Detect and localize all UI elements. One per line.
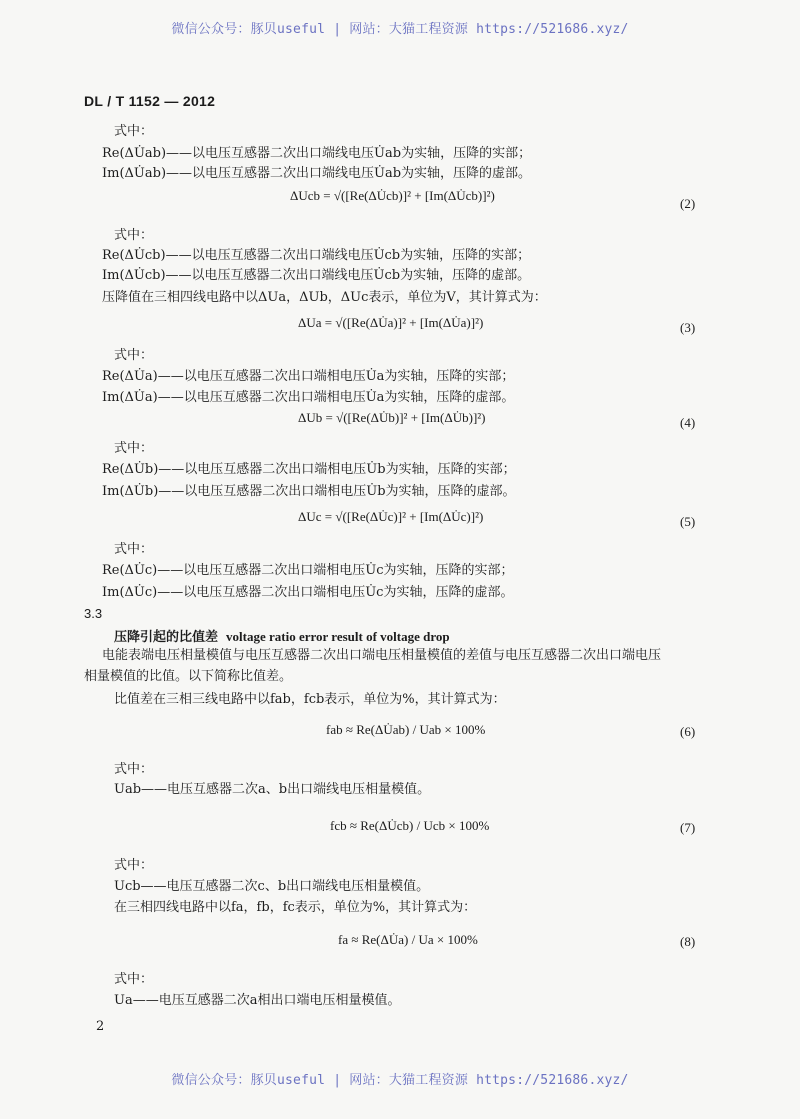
three-phase-four-wire-intro: 压降值在三相四线电路中以ΔUa，ΔUb，ΔUc表示，单位为V，其计算式为： bbox=[102, 290, 547, 305]
definition-im-cb: Im(ΔU̇cb)——以电压互感器二次出口端线电压U̇cb为实轴，压降的虚部。 bbox=[102, 268, 531, 283]
section-title-chinese: 压降引起的比值差 bbox=[114, 630, 219, 645]
section-number: 3.3 bbox=[84, 606, 103, 621]
equation-number-4: (4) bbox=[680, 415, 696, 430]
equation-number-3: (3) bbox=[680, 320, 696, 335]
watermark-bottom: 微信公众号：豚贝useful | 网站：大猫工程资源 https://521686.xyz/ bbox=[171, 1073, 629, 1088]
where-label: 式中： bbox=[114, 762, 154, 777]
definition-paragraph-line-2: 相量模值的比值。以下简称比值差。 bbox=[84, 669, 293, 684]
section-title-english: voltage ratio error result of voltage drop bbox=[226, 629, 450, 644]
equation-5: ΔUc = √([Re(ΔU̇c)]² + [Im(ΔU̇c)]²) bbox=[298, 509, 484, 524]
equation-6: fab ≈ Re(ΔU̇ab) / Uab × 100% bbox=[326, 722, 486, 737]
where-label: 式中： bbox=[114, 858, 154, 873]
three-phase-three-wire-intro: 比值差在三相三线电路中以fab，fcb表示，单位为%，其计算式为： bbox=[114, 692, 506, 707]
definition-im-c: Im(ΔU̇c)——以电压互感器二次出口端相电压U̇c为实轴，压降的虚部。 bbox=[102, 585, 514, 600]
equation-4: ΔUb = √([Re(ΔU̇b)]² + [Im(ΔU̇b)]²) bbox=[298, 410, 486, 425]
definition-ua: Ua——电压互感器二次a相出口端电压相量模值。 bbox=[114, 993, 401, 1008]
definition-re-a: Re(ΔU̇a)——以电压互感器二次出口端相电压U̇a为实轴，压降的实部； bbox=[102, 369, 515, 384]
definition-paragraph-line-1: 电能表端电压相量模值与电压互感器二次出口端电压相量模值的差值与电压互感器二次出口端电压 bbox=[102, 648, 662, 663]
document-id: DL / T 1152 — 2012 bbox=[84, 93, 216, 109]
definition-im-b: Im(ΔU̇b)——以电压互感器二次出口端相电压U̇b为实轴，压降的虚部。 bbox=[102, 484, 516, 499]
equation-3: ΔUa = √([Re(ΔU̇a)]² + [Im(ΔU̇a)]²) bbox=[298, 315, 484, 330]
equation-8: fa ≈ Re(ΔU̇a) / Ua × 100% bbox=[338, 932, 478, 947]
equation-2: ΔUcb = √([Re(ΔU̇cb)]² + [Im(ΔU̇cb)]²) bbox=[290, 188, 495, 203]
where-label: 式中： bbox=[114, 972, 154, 987]
equation-number-5: (5) bbox=[680, 514, 696, 529]
section-title bbox=[114, 626, 450, 645]
equation-number-6: (6) bbox=[680, 724, 696, 739]
equation-number-7: (7) bbox=[680, 820, 696, 835]
definition-im-a: Im(ΔU̇a)——以电压互感器二次出口端相电压U̇a为实轴，压降的虚部。 bbox=[102, 390, 515, 405]
definition-ucb: Ucb——电压互感器二次c、b出口端线电压相量模值。 bbox=[114, 879, 430, 894]
page-number: 2 bbox=[96, 1019, 105, 1034]
watermark-top: 微信公众号：豚贝useful | 网站：大猫工程资源 https://521686.xyz/ bbox=[171, 22, 629, 37]
definition-re-ab: Re(ΔU̇ab)——以电压互感器二次出口端线电压U̇ab为实轴，压降的实部； bbox=[102, 146, 532, 161]
equation-7: fcb ≈ Re(ΔU̇cb) / Ucb × 100% bbox=[330, 818, 490, 833]
where-label: 式中： bbox=[114, 441, 154, 456]
definition-re-cb: Re(ΔU̇cb)——以电压互感器二次出口端线电压U̇cb为实轴，压降的实部； bbox=[102, 248, 531, 263]
three-phase-four-wire-ratio-intro: 在三相四线电路中以fa，fb，fc表示，单位为%，其计算式为： bbox=[114, 900, 477, 915]
where-label: 式中： bbox=[114, 124, 154, 139]
definition-im-ab: Im(ΔU̇ab)——以电压互感器二次出口端线电压U̇ab为实轴，压降的虚部。 bbox=[102, 166, 532, 181]
definition-re-b: Re(ΔU̇b)——以电压互感器二次出口端相电压U̇b为实轴，压降的实部； bbox=[102, 462, 516, 477]
where-label: 式中： bbox=[114, 542, 154, 557]
where-label: 式中： bbox=[114, 228, 154, 243]
equation-number-8: (8) bbox=[680, 934, 696, 949]
equation-number-2: (2) bbox=[680, 196, 696, 211]
definition-re-c: Re(ΔU̇c)——以电压互感器二次出口端相电压U̇c为实轴，压降的实部； bbox=[102, 563, 514, 578]
definition-uab: Uab——电压互感器二次a、b出口端线电压相量模值。 bbox=[114, 782, 431, 797]
where-label: 式中： bbox=[114, 348, 154, 363]
